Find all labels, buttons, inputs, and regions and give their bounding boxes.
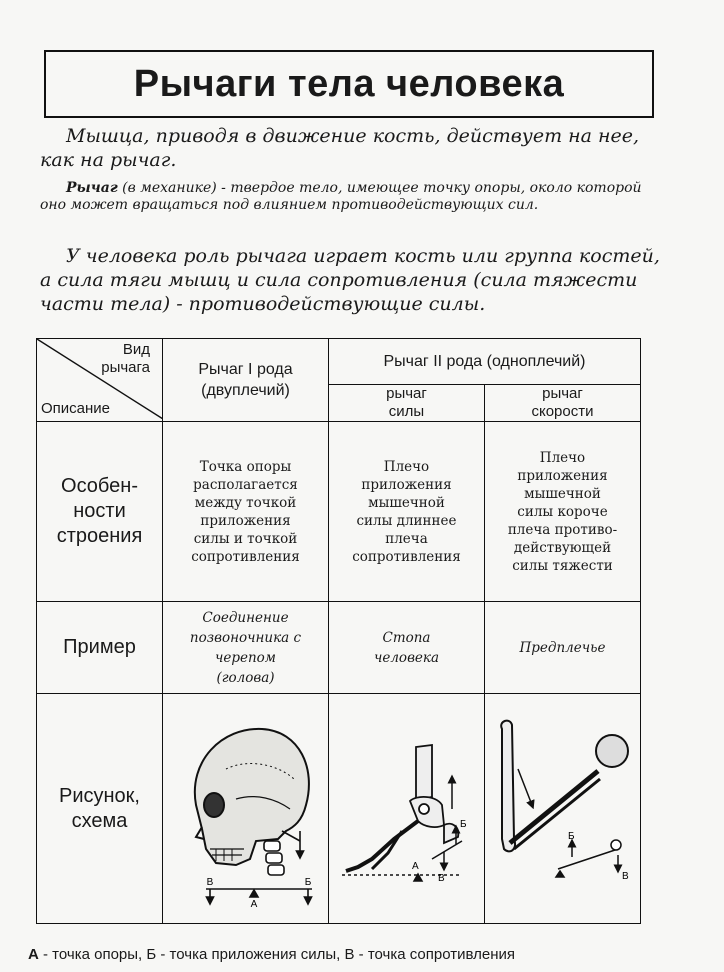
scheme-letter-v-speed: В: [621, 870, 629, 882]
cell-drawing-first: [163, 694, 329, 924]
lever-scheme-speed: [556, 840, 621, 877]
lever-definition: (в механике) - твердое тело, имеющее точку опоры, около которой оно может вращаться под влиянием противодействующих сил.: [40, 180, 642, 213]
cell-features-speed: Плечо приложения мышечной силы короче плеча противо- действующей силы тяжести: [485, 422, 641, 602]
skull-lever-drawing: [166, 709, 326, 909]
cell-example-first: Соединение позвоночника с черепом (голова): [163, 602, 329, 694]
table-corner-cell: [37, 339, 163, 422]
subheader-force-lever: рычаг силы: [329, 385, 485, 422]
levers-table: [36, 338, 641, 924]
scheme-letter-b-first: Б: [304, 876, 311, 888]
cell-example-speed: Предплечье: [485, 602, 641, 694]
subheader-speed-lever: рычаг скорости: [485, 385, 641, 422]
page-title: Рычаги тела человека: [133, 62, 565, 105]
cell-drawing-force: [329, 694, 485, 924]
scheme-letter-b-speed: Б: [567, 830, 575, 842]
row-label-features: Особен- ности строения: [37, 422, 163, 602]
table-row-example: [37, 602, 641, 694]
cell-features-first: Точка опоры располагается между точкой приложения силы и точкой сопротивления: [163, 422, 329, 602]
table-row-drawing: [37, 694, 641, 924]
header-lever-first-class: Рычаг I рода (двуплечий): [163, 339, 329, 422]
lever-term: Рычаг: [66, 180, 118, 196]
intro-paragraph-3: У человека роль рычага играет кость или группа костей, а сила тяги мышц и сила сопротивления (сила тяжести части тела) - противодействующие силы.: [40, 245, 660, 315]
arm-bones-icon: [501, 720, 628, 851]
scheme-letter-v-first: В: [206, 876, 213, 888]
lever-scheme-first: [206, 889, 312, 901]
cell-features-force: Плечо приложения мышечной силы длиннее плеча сопротивления: [329, 422, 485, 602]
forearm-lever-drawing: [488, 709, 638, 909]
intro-paragraph-2: [40, 180, 662, 214]
legend-text: - точка опоры, Б - точка приложения силы, В - точка сопротивления: [38, 946, 515, 963]
scheme-letter-v-force: В: [437, 872, 445, 884]
row-label-example: Пример: [37, 602, 163, 694]
corner-bottom-label: Описание: [41, 400, 111, 417]
intro-paragraph-1: Мышца, приводя в движение кость, действует на нее, как на рычаг.: [40, 125, 640, 171]
corner-top-label: Вид рычага: [101, 341, 150, 376]
foot-bones-icon: [346, 745, 458, 871]
scheme-letter-a-force: А: [411, 860, 419, 872]
foot-lever-drawing: [332, 709, 482, 909]
cell-example-force: Стопа человека: [329, 602, 485, 694]
scheme-letter-a-first: А: [250, 898, 257, 909]
row-label-drawing: Рисунок, схема: [37, 694, 163, 924]
legend: [28, 946, 718, 963]
cell-drawing-speed: [485, 694, 641, 924]
legend-letter-a: А: [28, 946, 39, 963]
table-row-features: [37, 422, 641, 602]
scheme-letter-b-force: Б: [459, 818, 467, 830]
skull-icon: [194, 728, 308, 864]
header-lever-second-class: Рычаг II рода (одноплечий): [329, 339, 641, 385]
title-box: [44, 50, 654, 118]
